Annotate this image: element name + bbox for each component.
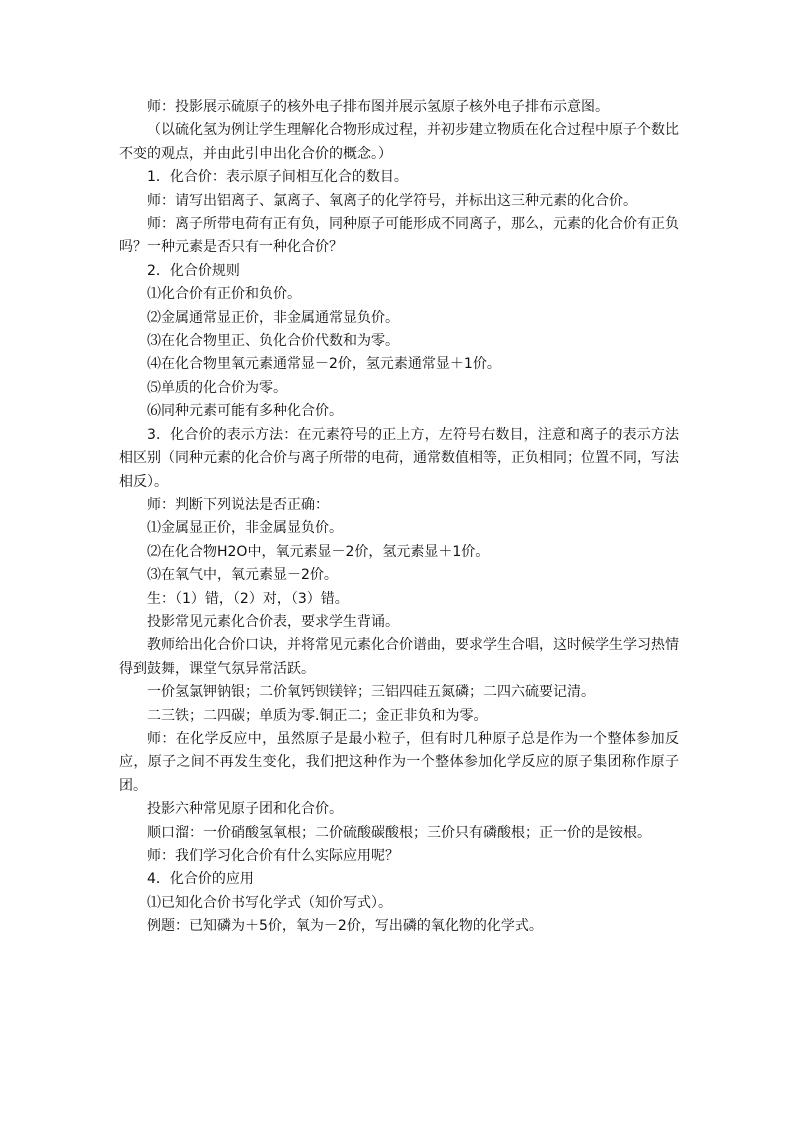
list-item: ⑸单质的化合价为零。 — [147, 379, 287, 396]
list-item: ⑴已知化合价书写化学式（知价写式）。 — [147, 894, 392, 911]
paragraph: 顺口溜：一价硝酸氢氧根；二价硫酸碳酸根；三价只有磷酸根；正一价的是铵根。 — [147, 824, 651, 841]
list-item: ⑵金属通常显正价，非金属通常显负价。 — [147, 309, 399, 326]
list-item: ⑷在化合物里氧元素通常显－2价，氢元素通常显＋1价。 — [147, 356, 501, 373]
paragraph: 师：在化学反应中，虽然原子是最小粒子，但有时几种原子总是作为一个整体参加反应，原子之间不再发生变化，我们把这种作为一个整体参加化学反应的原子集团称作原子团。 — [119, 730, 679, 794]
paragraph: 师：投影展示硫原子的核外电子排布图并展示氢原子核外电子排布示意图。 — [147, 99, 609, 115]
list-item: ⑶在氧气中，氧元素显－2价。 — [147, 567, 338, 584]
list-item: ⑹同种元素可能有多种化合价。 — [147, 403, 343, 420]
paragraph: 教师给出化合价口诀，并将常见元素化合价谱曲，要求学生合唱，这时候学生学习热情得到鼓舞，课堂气氛异常活跃。 — [119, 637, 679, 677]
paragraph: 例题：已知磷为＋5价，氧为－2价，写出磷的氧化物的化学式。 — [147, 918, 543, 935]
paragraph: 师：判断下列说法是否正确： — [147, 496, 329, 513]
mnemonic-line: 一价氢氯钾钠银；二价氧钙钡镁锌；三铝四硅五氮磷；二四六硫要记清。 — [147, 684, 595, 701]
list-item: ⑶在化合物里正、负化合价代数和为零。 — [147, 333, 399, 350]
paragraph: 师：请写出铝离子、氯离子、氧离子的化学符号，并标出这三种元素的化合价。 — [147, 192, 637, 209]
section-heading: 4．化合价的应用 — [147, 871, 254, 888]
section-heading: 3．化合价的表示方法：在元素符号的正上方，左符号右数目，注意和离子的表示方法相区别（同种元素的化合价与离子所带的电荷，通常数值相等，正负相同；位置不同，写法相反）。 — [119, 426, 679, 490]
paragraph: 生：（1）错，（2）对，（3）错。 — [147, 590, 349, 607]
paragraph: 投影常见元素化合价表，要求学生背诵。 — [147, 613, 399, 630]
paragraph: 师：离子所带电荷有正有负，同种原子可能形成不同离子，那么，元素的化合价有正负吗？一种元素是否只有一种化合价？ — [119, 216, 679, 256]
paragraph: 投影六种常见原子团和化合价。 — [147, 801, 343, 818]
paragraph: （以硫化氢为例让学生理解化合物形成过程，并初步建立物质在化合过程中原子个数比不变的观点，并由此引申出化合价的概念。） — [119, 122, 679, 162]
section-heading: 2．化合价规则 — [147, 262, 240, 279]
section-heading: 1．化合价：表示原子间相互化合的数目。 — [147, 169, 408, 186]
list-item: ⑵在化合物H2O中，氧元素显－2价，氢元素显＋1价。 — [147, 543, 490, 560]
document-body — [119, 96, 679, 939]
list-item: ⑴化合价有正价和负价。 — [147, 286, 301, 303]
mnemonic-line: 二三铁；二四碳；单质为零.铜正二；金正非负和为零。 — [147, 707, 488, 724]
paragraph: 师：我们学习化合价有什么实际应用呢？ — [147, 848, 399, 864]
list-item: ⑴金属显正价，非金属显负价。 — [147, 520, 343, 537]
